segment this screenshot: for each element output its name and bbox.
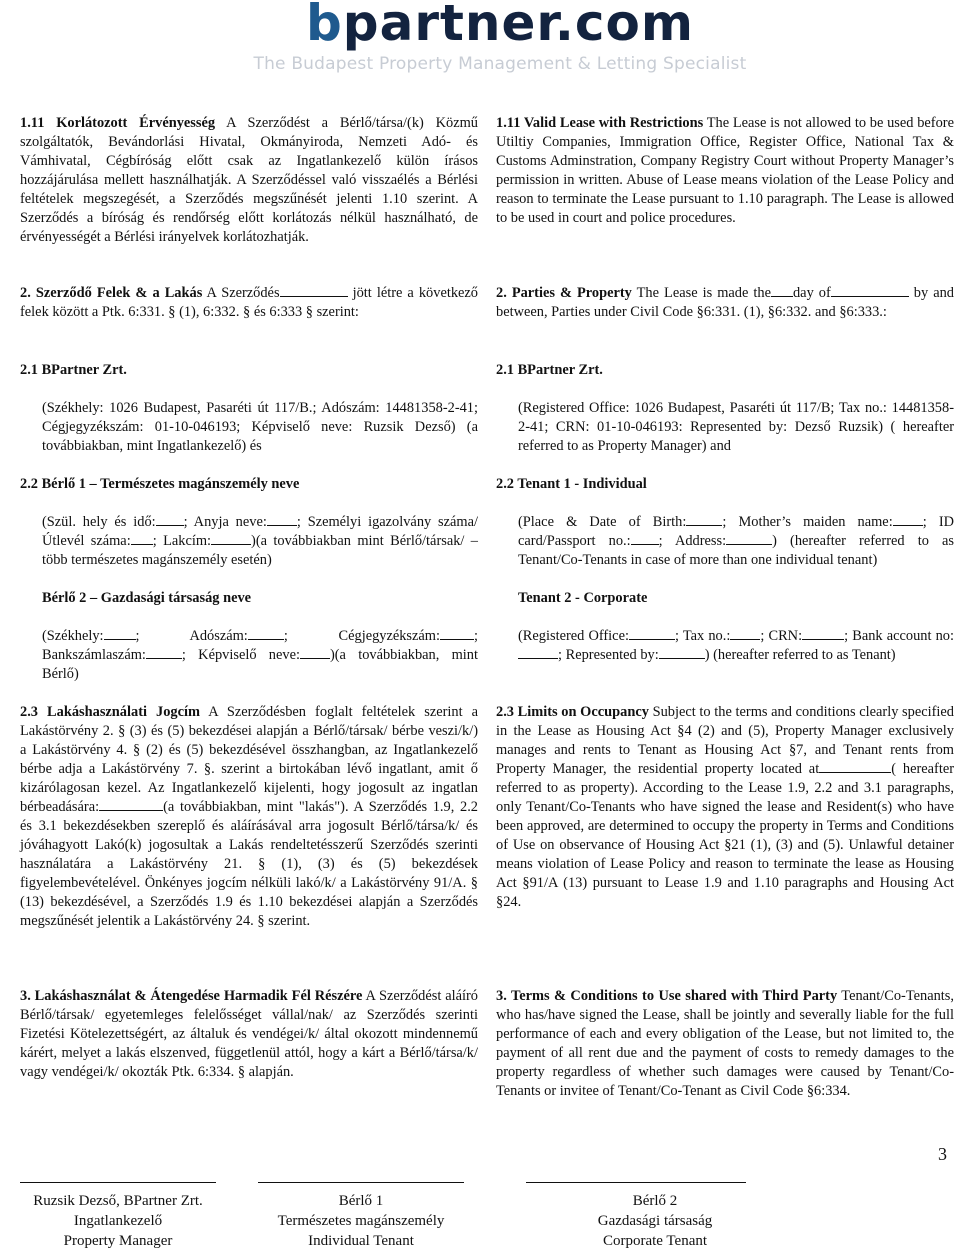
section-heading: 1.11 Valid Lease with Restrictions	[496, 115, 704, 131]
blank-field	[280, 284, 348, 297]
section-2-2-hu	[20, 475, 478, 494]
signature-block-manager: Ruzsik Dezső, BPartner Zrt. Ingatlankezelő Property Manager	[33, 1193, 203, 1249]
section-heading: 3. Terms & Conditions to Use shared with Third Party	[496, 988, 838, 1004]
blank-field	[771, 284, 793, 297]
section-heading: 2.3 Lakáshasználati Jogcím	[20, 704, 200, 720]
section-2-en: 2. Parties & Property The Lease is made the day of by and between, Parties under Civil Code §6:331. (1), §6:332. and §6:333.:	[496, 285, 954, 320]
section-heading: 2.2 Bérlő 1 – Természetes magánszemély neve	[20, 476, 300, 492]
blank-field	[131, 532, 153, 545]
blank-field	[893, 513, 923, 526]
section-heading: 2.1 BPartner Zrt.	[20, 362, 127, 378]
section-2-2b-en	[496, 589, 954, 608]
section-2-2-body-hu: (Szül. hely és idő: ; Anyja neve: ; Személyi igazolvány száma/Útlevél száma: ; Lakcím: )(a továbbiakban mint Bérlő/társak/ – több természetes magánszemély esetén)	[42, 514, 479, 568]
blank-field	[146, 646, 182, 659]
section-2-2-en	[496, 475, 954, 494]
blank-field	[156, 513, 184, 526]
section-heading: 2.1 BPartner Zrt.	[496, 362, 603, 378]
blank-field	[819, 760, 891, 773]
section-heading: 2.2 Tenant 1 - Individual	[496, 476, 647, 492]
section-heading: 2. Parties & Property	[496, 285, 632, 301]
blank-field	[802, 627, 844, 640]
signature-line-tenant-2	[526, 1182, 746, 1183]
blank-field	[831, 284, 909, 297]
blank-field	[686, 513, 722, 526]
blank-field	[104, 627, 136, 640]
company-logo	[240, 0, 760, 80]
section-3-en: 3. Terms & Conditions to Use shared with Third Party Tenant/Co-Tenants, who has/have signed the Lease, shall be jointly and severally liable for the full performance of each and every obligation of the Lease, but not limited to, the payment of all rent due and the payment of costs to remedy damages to the property regardless of whether such damages were caused by Tenant/Co-Tenants or invitee of Tenant/Co-Tenant as Civil Code §6:334.	[496, 988, 954, 1099]
section-heading: Tenant 2 - Corporate	[518, 590, 648, 606]
section-2-1-body-hu: (Székhely: 1026 Budapest, Pasaréti út 117/B.; Adószám: 14481358-2-41; Cégjegyzékszám: 01-10-046193; Képviselő neve: Ruzsik Dezső) (a továbbiakban, mint Ingatlankezelő) és	[42, 400, 478, 454]
section-heading: 1.11 Korlátozott Érvényesség	[20, 115, 216, 131]
section-2-hu: 2. Szerződő Felek & a Lakás A Szerződés jött létre a következő felek között a Ptk. 6:331. § (1), 6:332. § és 6:333 § szerint:	[20, 285, 478, 320]
section-2-1-body-en: (Registered Office: 1026 Budapest, Pasaréti út 117/B; Tax no.: 14481358-2-41; CRN: 01-10-046193: Represented by: Dezső Ruzsik) ( hereafter referred to as Property Manager) and	[518, 400, 954, 454]
blank-field	[629, 627, 675, 640]
blank-field	[211, 532, 251, 545]
section-2-2b-body-en: (Registered Office: ; Tax no.: ; CRN: ; Bank account no:; Represented by: ) (hereafter referred to as Tenant)	[518, 628, 955, 663]
section-2-2b-hu	[20, 589, 478, 608]
section-1-11-en: 1.11 Valid Lease with Restrictions The Lease is not allowed to be used before Utiltiy Companies, Immigration Office, Register Office, National Tax & Customs Adminstration, Company Registry Court without Property Manager’s permission in written. Abuse of Lease means violation of the Lease Policy and reason to terminate the Lease pursuant to 1.10 paragraph. The Lease is allowed to be used in court and police procedures.	[496, 115, 954, 226]
blank-field	[730, 627, 760, 640]
signature-block-tenant-1: Bérlő 1 Természetes magánszemély Individual Tenant	[277, 1193, 445, 1249]
blank-field	[440, 627, 474, 640]
blank-field	[300, 646, 330, 659]
blank-field	[99, 798, 163, 811]
blank-field	[518, 646, 558, 659]
section-2-3-en: 2.3 Limits on Occupancy Subject to the terms and conditions clearly specified in the Lease as Housing Act §4 (2) and (5), Property Manager exclusively manages and rents to Tenant as Housing Act §7, and Tenant rents from Property Manager, the residential property located at ( hereafter referred to as property). According to the Lease 1.9, 2.2 and 3.1 paragraphs, only Tenant/Co-Tenants who have signed the lease and Resident(s) who have been approved, are determined to occupy the property in Terms and Conditions of Use on observance of Housing Act §21 (1), (3) and (5). Unlawful detainer means violation of Lease Policy and reason to terminate the lease as Housing Act §91/A (13) pursuant to Lease 1.9 and 1.10 paragraphs and Housing Act §24.	[496, 704, 954, 910]
section-heading: 2.3 Limits on Occupancy	[496, 704, 649, 720]
blank-field	[248, 627, 284, 640]
section-2-2-body-en: (Place & Date of Birth: ; Mother’s maiden name: ; ID card/Passport no.: ; Address: ) (hereafter referred to as Tenant/Co-Tenants in case of more than one individual tenant)	[518, 514, 954, 568]
logo-tagline: The Budapest Property Management & Letting Specialist	[253, 54, 747, 74]
section-3-hu: 3. Lakáshasználat & Átengedése Harmadik Fél Részére A Szerződést aláíró Bérlő/társak/ egyetemleges felelősséget vállal/nak/ az Szerződés szerinti Fizetési Kötelezettségért, az általuk és vendégei/k/ által okozott mindennemű kárért, melyet a lakás elszenved, függetlenül attól, hogy a kárt a Bérlő/társa/k/ vagy vendégei/k/ okozták Ptk. 6:334. § alapján.	[20, 988, 478, 1080]
blank-field	[726, 532, 772, 545]
section-heading: Bérlő 2 – Gazdasági társaság neve	[42, 590, 252, 606]
blank-field	[631, 532, 659, 545]
section-body: A Szerződést a Bérlő/társa/(k) Közmű szolgáltatók, Bevándorlási Hivatal, Okmányiroda, Nemzeti Adó- és Vámhivatal, Cégbíróság előtt csak az Ingatlankezelő külön írásos hozzájárulása mellett használhatják. A Szerződéssel való visszaélés a Bérlési feltételek megszegését, a Szerződés megszűnését jelenti 1.10 szerint. A Szerződés a bíróság és rendőrség előtt korlátozás nélkül használható, de érvényességét a Bérlési irányelvek korlátozhatják.	[20, 115, 478, 245]
section-heading: 2. Szerződő Felek & a Lakás	[20, 285, 203, 301]
section-2-3-hu: 2.3 Lakáshasználati Jogcím A Szerződésben foglalt feltételek szerint a Lakástörvény 2. § (3) és (5) bekezdései alapján a Bérlő/társak/ bérbe veszi/k/) a Lakástörvény 4. § (2) és (5) bekezdésével összhangban, az Ingatlankezelő bérbe adja a Lakástörvény 7. §. szerint a birtokában lévő ingatlant, amit ő kizárólagosan kezel. Az Ingatlankezelő kijelenti, hogy jogosult az ingatlan bérbeadására: (a továbbiakban, mint "lakás"). A Szerződés 1.9, 2.2 és 3.1 bekezdésekben szereplő és aláírásával arra jogosult Bérlő/társa/k/ és jóváhagyott Lakó(k) jogosultak a Lakás rendeltetésszerű Szerződés szerinti használatára a Lakástörvény 21. § (1), (3) és (5) bekezdések figyelembevételével. Önkényes jogcím nélküli lakó/k/ a Lakástörvény 91/A. § (13) bekezdésével, a Szerződés 1.9 és 1.10 bekezdései alapján a Szerződés megszűnését jelentik a Lakástörvény 24. § szerint.	[20, 704, 479, 929]
signature-line-tenant-1	[258, 1182, 464, 1183]
blank-field	[267, 513, 297, 526]
blank-field	[659, 646, 705, 659]
section-heading: 3. Lakáshasználat & Átengedése Harmadik Fél Részére	[20, 988, 363, 1004]
section-2-1-en	[496, 361, 954, 380]
section-1-11-hu	[20, 114, 478, 247]
section-2-1-hu	[20, 361, 478, 380]
signature-line-manager	[20, 1182, 216, 1183]
page-number: 3	[938, 1144, 947, 1164]
logo-wordmark: bpartner.com	[305, 0, 694, 52]
signature-block-tenant-2: Bérlő 2 Gazdasági társaság Corporate Tenant	[597, 1193, 713, 1249]
section-2-2b-body-hu: (Székhely: ; Adószám: ; Cégjegyzékszám: ; Bankszámlaszám: ; Képviselő neve: )(a továbbiakban, mint Bérlő)	[42, 628, 479, 682]
